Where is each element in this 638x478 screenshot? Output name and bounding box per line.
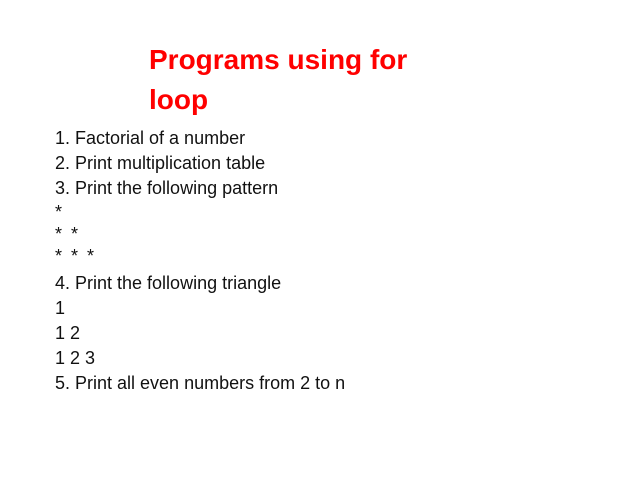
triangle-row-2: 1 2 bbox=[55, 323, 81, 343]
triangle-row-1: 1 bbox=[55, 298, 66, 318]
pattern-row-2: * * bbox=[55, 224, 81, 244]
list-item-triangle: 4. Print the following triangle bbox=[55, 273, 282, 293]
list-item-multiplication-table: 2. Print multiplication table bbox=[55, 153, 266, 173]
program-list bbox=[55, 126, 345, 396]
triangle-row-3: 1 2 3 bbox=[55, 348, 96, 368]
pattern-row-1: * bbox=[55, 202, 65, 222]
list-item-pattern: 3. Print the following pattern bbox=[55, 178, 279, 198]
slide-title: Programs using for loop bbox=[149, 44, 408, 115]
list-item-even-numbers: 5. Print all even numbers from 2 to n bbox=[55, 373, 346, 393]
list-item-factorial: 1. Factorial of a number bbox=[55, 128, 246, 148]
pattern-row-3: * * * bbox=[55, 246, 97, 266]
